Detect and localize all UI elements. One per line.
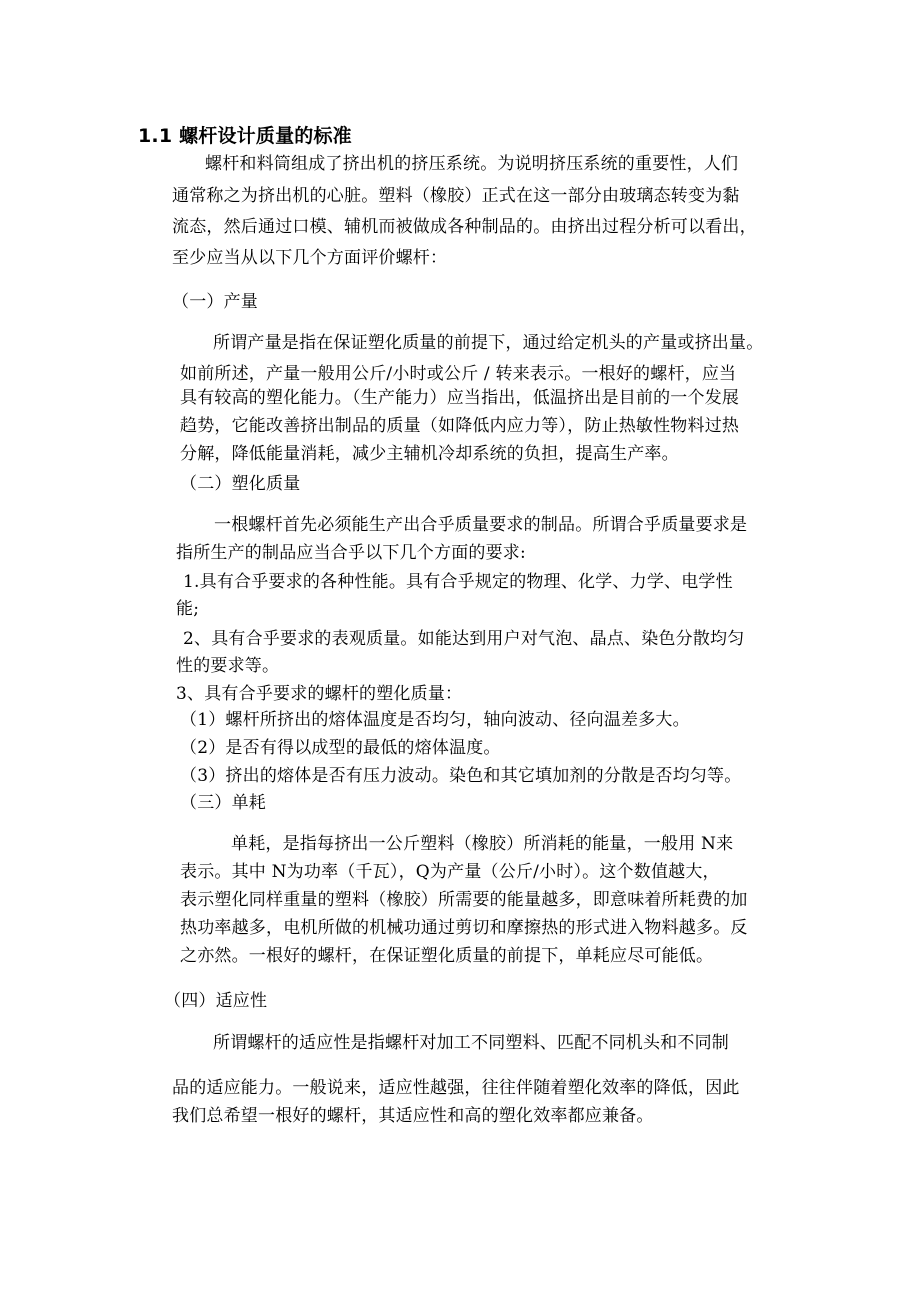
paragraph-line: 表示。其中 N为功率（千瓦），Q为产量（公斤/小时）。这个数值越大， [180, 862, 720, 882]
paragraph-line: 至少应当从以下几个方面评价螺杆： [172, 248, 448, 268]
paragraph-line: 分解，降低能量消耗，减少主辅机冷却系统的负担，提高生产率。 [180, 444, 679, 464]
subheading-adaptability: （四）适应性 [164, 991, 268, 1011]
paragraph-line: 通常称之为挤出机的心脏。塑料（橡胶）正式在这一部分由玻璃态转变为黏 [172, 186, 740, 206]
paragraph-line: 螺杆和料筒组成了挤出机的挤压系统。为说明挤压系统的重要性，人们 [205, 154, 739, 174]
paragraph-line: 热功率越多，电机所做的机械功通过剪切和摩擦热的形式进入物料越多。反 [180, 918, 748, 938]
paragraph-line: 之亦然。一根好的螺杆，在保证塑化质量的前提下，单耗应尽可能低。 [180, 946, 714, 966]
paragraph-line: 3、具有合乎要求的螺杆的塑化质量： [176, 684, 463, 704]
paragraph-line: 趋势，它能改善挤出制品的质量（如降低内应力等），防止热敏性物料过热 [180, 416, 740, 436]
paragraph-line: 所谓产量是指在保证塑化质量的前提下，通过给定机头的产量或挤出量。 [213, 333, 764, 353]
paragraph-line: 1.具有合乎要求的各种性能。具有合乎规定的物理、化学、力学、电学性 [183, 572, 733, 592]
paragraph-line: 2、具有合乎要求的表观质量。如能达到用户对气泡、晶点、染色分散均匀 [183, 629, 745, 649]
paragraph-line: （3）挤出的熔体是否有压力波动。染色和其它填加剂的分散是否均匀等。 [180, 766, 742, 786]
paragraph-line: 能; [176, 599, 200, 619]
paragraph-line: 如前所述，产量一般用公斤/小时或公斤 / 转来表示。一根好的螺杆，应当 [180, 364, 737, 384]
section-title: 1.1 螺杆设计质量的标准 [138, 125, 352, 147]
paragraph-line: 单耗，是指每挤出一公斤塑料（橡胶）所消耗的能量，一般用 N来 [231, 834, 734, 854]
paragraph-line: （2）是否有得以成型的最低的熔体温度。 [180, 738, 501, 758]
paragraph-line: 具有较高的塑化能力。（生产能力）应当指出，低温挤出是目前的一个发展 [180, 388, 740, 408]
paragraph-line: （1）螺杆所挤出的熔体温度是否均匀，轴向波动、径向温差多大。 [180, 710, 690, 730]
subheading-output: （一）产量 [172, 292, 258, 312]
paragraph-line: 我们总希望一根好的螺杆，其适应性和高的塑化效率都应兼备。 [172, 1106, 654, 1126]
subheading-quality: （二）塑化质量 [180, 474, 301, 494]
paragraph-line: 一根螺杆首先必须能生产出合乎质量要求的制品。所谓合乎质量要求是 [214, 515, 748, 535]
paragraph-line: 品的适应能力。一般说来，适应性越强，往往伴随着塑化效率的降低，因此 [172, 1078, 740, 1098]
paragraph-line: 所谓螺杆的适应性是指螺杆对加工不同塑料、匹配不同机头和不同制 [213, 1033, 729, 1053]
paragraph-line: 性的要求等。 [176, 656, 280, 676]
paragraph-line: 流态，然后通过口模、辅机而被做成各种制品的。由挤出过程分析可以看出， [172, 217, 757, 237]
paragraph-line: 指所生产的制品应当合乎以下几个方面的要求: [176, 543, 526, 563]
paragraph-line: 表示塑化同样重量的塑料（橡胶）所需要的能量越多，即意味着所耗费的加 [180, 890, 748, 910]
subheading-consumption: （三）单耗 [180, 793, 266, 813]
